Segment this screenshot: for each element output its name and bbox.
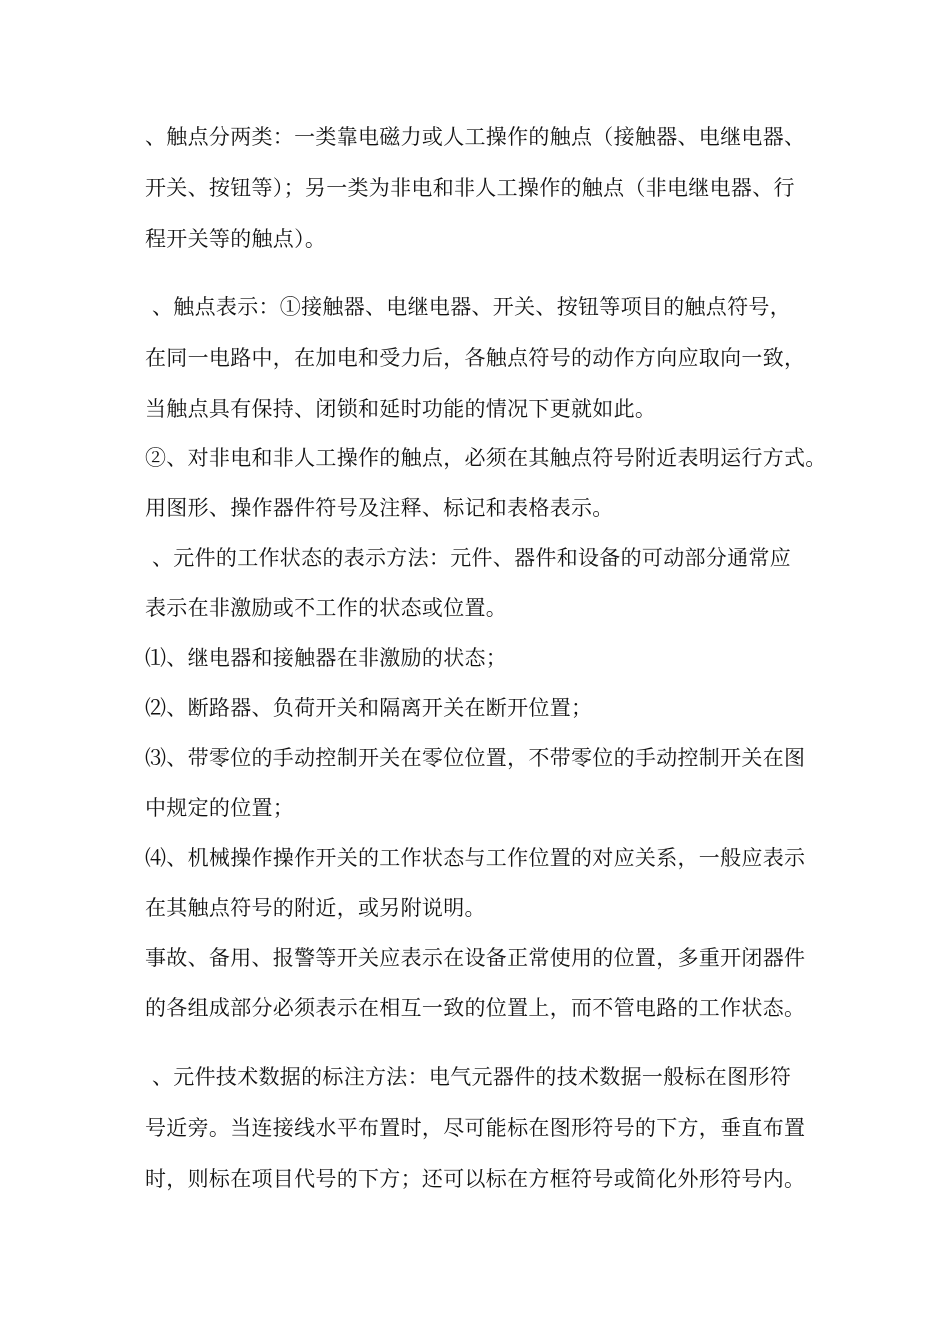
paragraph-line: 用图形、操作器件符号及注释、标记和表格表示。 [145, 496, 614, 520]
list-item: ⑵、断路器、负荷开关和隔离开关在断开位置； [145, 696, 593, 720]
paragraph-line: 、元件技术数据的标注方法：电气元器件的技术数据一般标在图形符 [152, 1065, 791, 1089]
list-item: 中规定的位置； [145, 796, 295, 820]
paragraph-line: 、元件的工作状态的表示方法：元件、器件和设备的可动部分通常应 [152, 546, 791, 570]
list-item: ⑷、机械操作操作开关的工作状态与工作位置的对应关系，一般应表示 [145, 846, 806, 870]
paragraph-line: ②、对非电和非人工操作的触点，必须在其触点符号附近表明运行方式。 [145, 446, 827, 470]
paragraph-line: 时，则标在项目代号的下方；还可以标在方框符号或简化外形符号内。 [145, 1167, 806, 1191]
paragraph-line: 号近旁。当连接线水平布置时，尽可能标在图形符号的下方，垂直布置 [145, 1116, 806, 1140]
paragraph-line: 的各组成部分必须表示在相互一致的位置上，而不管电路的工作状态。 [145, 996, 806, 1020]
paragraph-line: 表示在非激励或不工作的状态或位置。 [145, 596, 508, 620]
paragraph-line: 在同一电路中，在加电和受力后，各触点符号的动作方向应取向一致， [145, 346, 806, 370]
paragraph-line: 程开关等的触点）。 [145, 227, 327, 251]
paragraph-line: 当触点具有保持、闭锁和延时功能的情况下更就如此。 [145, 397, 657, 421]
paragraph-line: 开关、按钮等）；另一类为非电和非人工操作的触点（非电继电器、行 [145, 176, 795, 200]
list-item: 在其触点符号的附近，或另附说明。 [145, 896, 486, 920]
paragraph-line: 、触点表示：①接触器、电继电器、开关、按钮等项目的触点符号， [152, 295, 791, 319]
list-item: ⑴、继电器和接触器在非激励的状态； [145, 646, 508, 670]
paragraph-line: 、触点分两类：一类靠电磁力或人工操作的触点（接触器、电继电器、 [145, 125, 806, 149]
paragraph-line: 事故、备用、报警等开关应表示在设备正常使用的位置，多重开闭器件 [145, 946, 806, 970]
list-item: ⑶、带零位的手动控制开关在零位位置，不带零位的手动控制开关在图 [145, 746, 806, 770]
